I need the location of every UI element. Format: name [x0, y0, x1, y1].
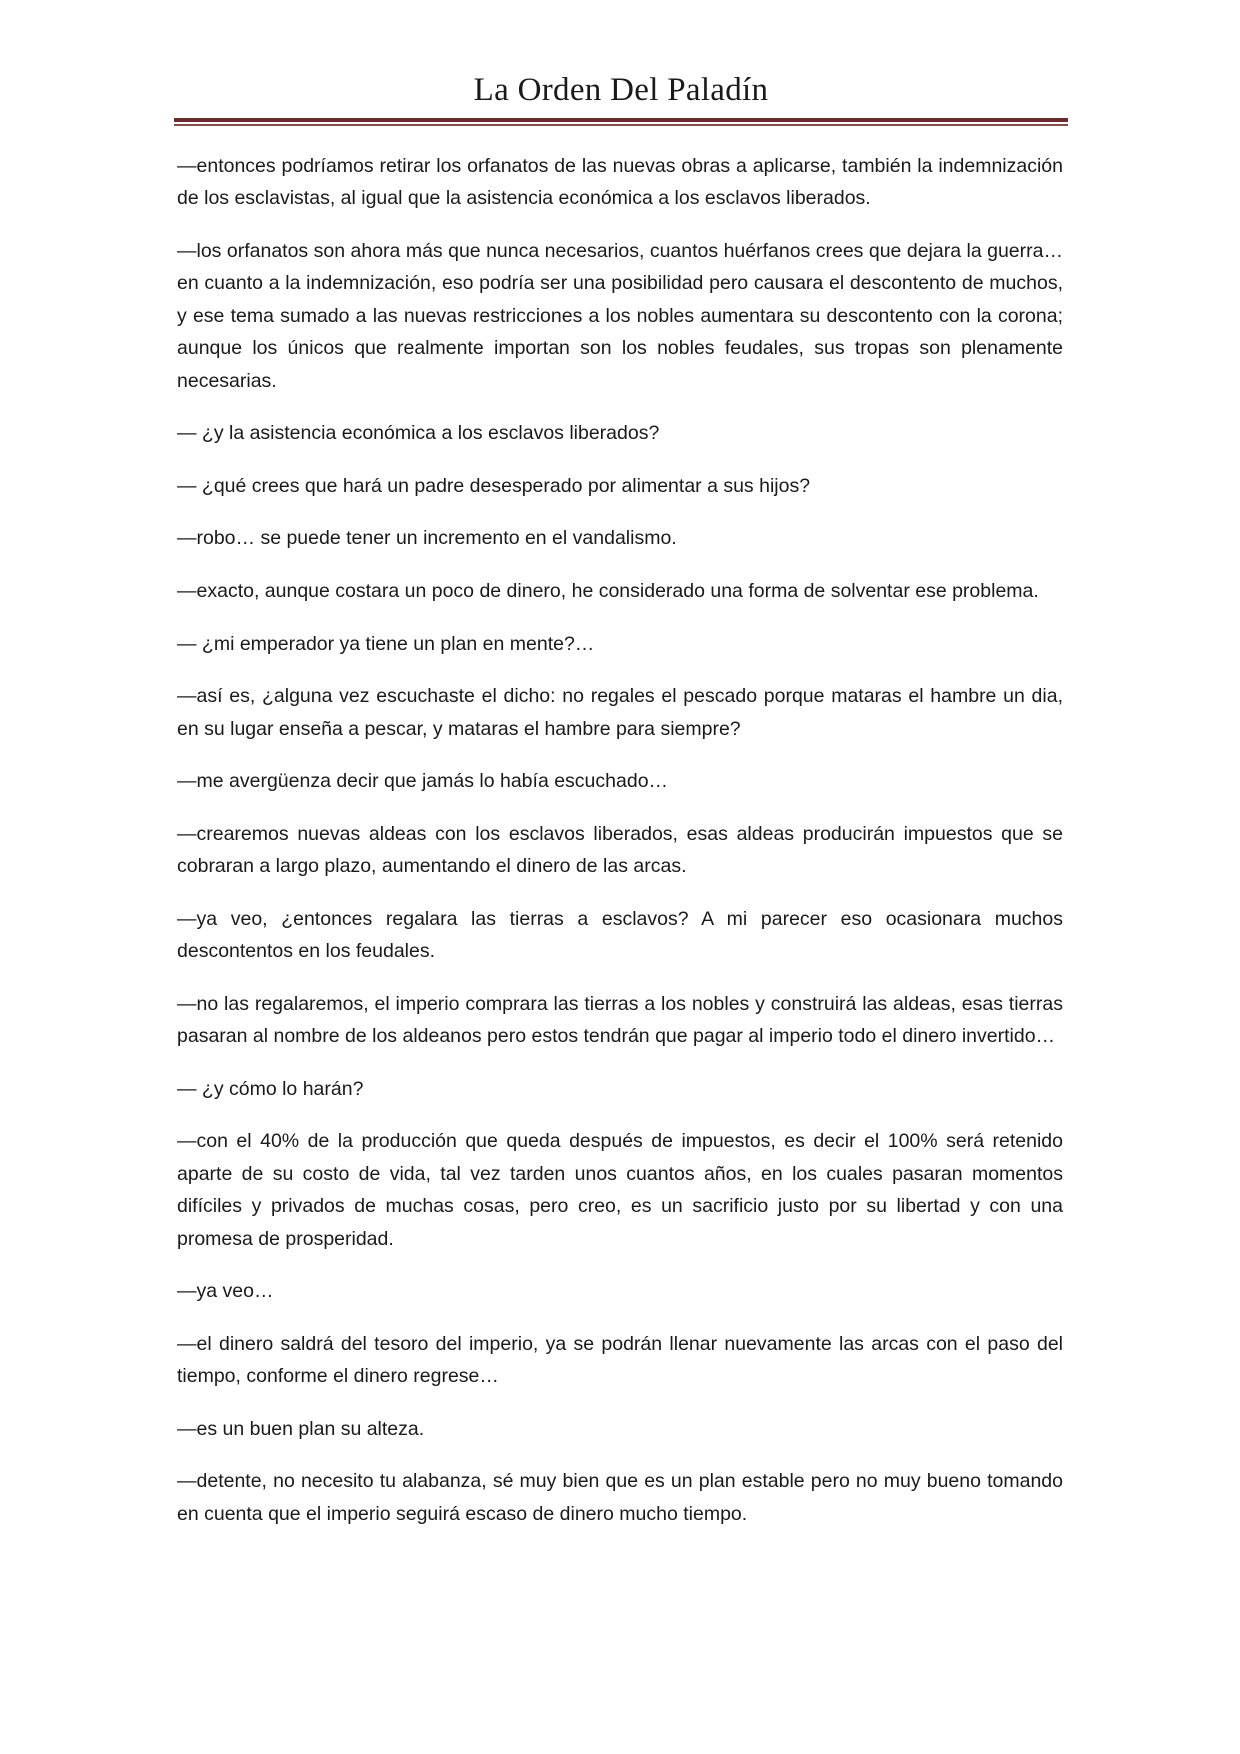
paragraph: —exacto, aunque costara un poco de dinero, he considerado una forma de solventar ese problema. — [177, 580, 1039, 602]
paragraph: — ¿y cómo lo harán? — [177, 1077, 364, 1100]
paragraph: —con el 40% de la producción que queda después de impuestos, es decir el 100% será retenido aparte de su costo de vida, tal vez tarden unos cuantos años, en los cuales pasaran momentos difíciles y privados de muchas cosas, pero creo, es un sacrificio justo por su libertad y con una promesa de prosperidad. — [177, 1130, 1063, 1250]
paragraph: —no las regalaremos, el imperio comprara las tierras a los nobles y construirá las aldeas, esas tierras pasaran al nombre de los aldeanos pero estos tendrán que pagar al imperio todo el dinero invertido… — [177, 992, 1063, 1048]
paragraph: —me avergüenza decir que jamás lo había escuchado… — [177, 770, 669, 793]
paragraph: —los orfanatos son ahora más que nunca necesarios, cuantos huérfanos crees que dejara la guerra… en cuanto a la indemnización, eso podría ser una posibilidad pero causara el descontento de muchos, y ese tema sumado a las nuevas restricciones a los nobles aumentara su descontento con la corona; aunque los únicos que realmente importan son los nobles feudales, sus tropas son plenamente necesarias. — [177, 240, 1063, 392]
paragraph: — ¿y la asistencia económica a los esclavos liberados? — [177, 422, 660, 445]
paragraph: —ya veo, ¿entonces regalara las tierras a esclavos? A mi parecer eso ocasionara muchos descontentos en los feudales. — [177, 907, 1063, 963]
page-title: La Orden Del Paladín — [473, 72, 769, 108]
paragraph: —ya veo… — [177, 1280, 274, 1303]
paragraph: —robo… se puede tener un incremento en el vandalismo. — [177, 527, 677, 550]
page-header — [174, 70, 1068, 110]
paragraph: —entonces podríamos retirar los orfanatos de las nuevas obras a aplicarse, también la indemnización de los esclavistas, al igual que la asistencia económica a los esclavos liberados. — [177, 155, 1063, 210]
header-divider-thin — [174, 124, 1068, 126]
paragraph: —así es, ¿alguna vez escuchaste el dicho: no regales el pescado porque mataras el hambre un dia, en su lugar enseña a pescar, y mataras el hambre para siempre? — [177, 685, 1063, 740]
paragraph: —el dinero saldrá del tesoro del imperio, ya se podrán llenar nuevamente las arcas con el paso del tiempo, conforme el dinero regrese… — [177, 1332, 1063, 1388]
header-divider — [174, 118, 1068, 126]
paragraph: —crearemos nuevas aldeas con los esclavos liberados, esas aldeas producirán impuestos que se cobraran a largo plazo, aumentando el dinero de las arcas. — [177, 822, 1063, 878]
paragraph: —detente, no necesito tu alabanza, sé muy bien que es un plan estable pero no muy bueno tomando en cuenta que el imperio seguirá escaso de dinero mucho tiempo. — [177, 1470, 1063, 1525]
paragraph: — ¿mi emperador ya tiene un plan en mente?… — [177, 632, 595, 655]
body-text — [177, 150, 1063, 1550]
paragraph: — ¿qué crees que hará un padre desesperado por alimentar a sus hijos? — [177, 474, 811, 497]
paragraph: —es un buen plan su alteza. — [177, 1417, 425, 1440]
